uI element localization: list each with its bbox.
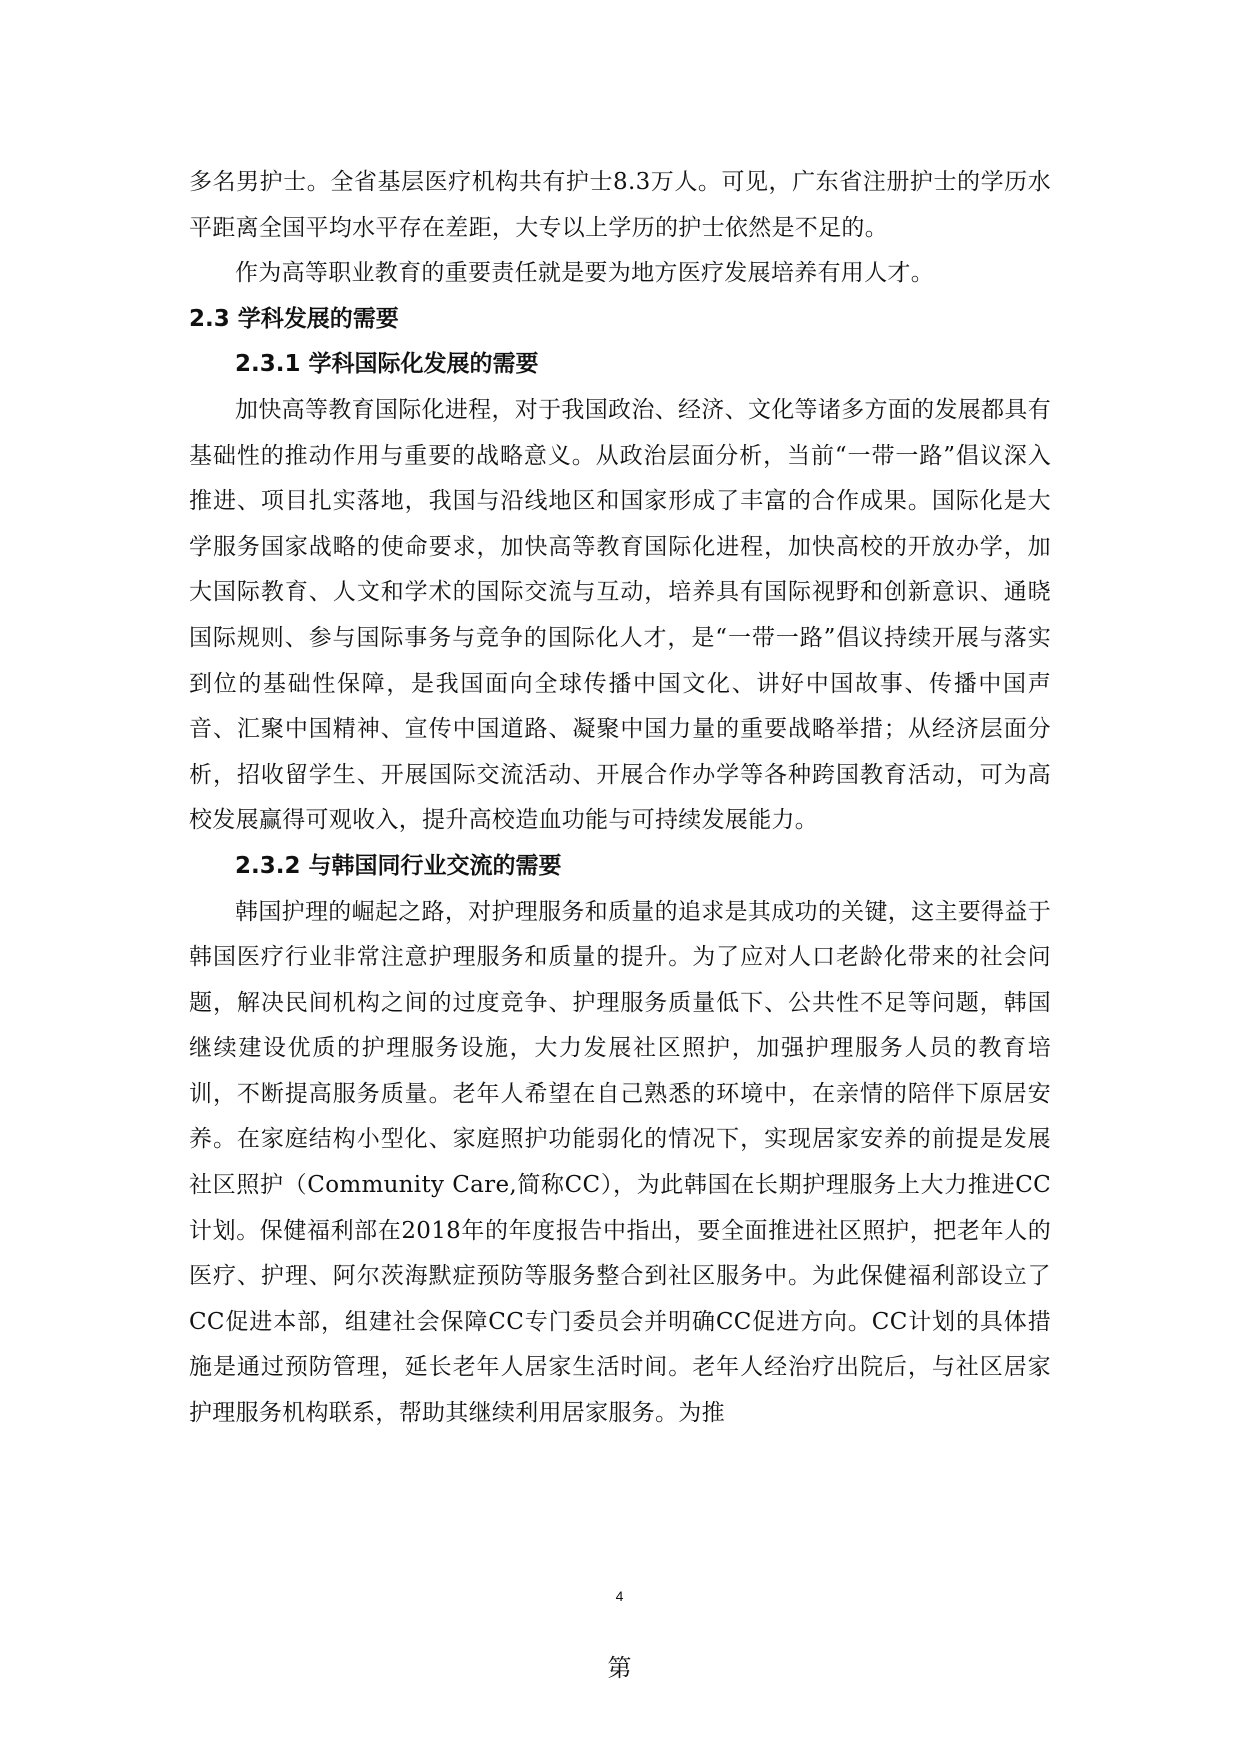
section-heading: 2.3 学科发展的需要 (189, 305, 399, 332)
subsection-heading: 2.3.1 学科国际化发展的需要 (235, 351, 539, 378)
document-body (189, 160, 1051, 1437)
paragraph: 加快高等教育国际化进程，对于我国政治、经济、文化等诸多方面的发展都具有基础性的推动作用与重要的战略意义。从政治层面分析，当前“一带一路”倡议深入推进、项目扎实落地，我国与沿线地区和国家形成了丰富的合作成果。国际化是大学服务国家战略的使命要求，加快高等教育国际化进程，加快高校的开放办学，加大国际教育、人文和学术的国际交流与互动，培养具有国际视野和创新意识、通晓国际规则、参与国际事务与竞争的国际化人才，是“一带一路”倡议持续开展与落实到位的基础性保障，是我国面向全球传播中国文化、讲好中国故事、传播中国声音、汇聚中国精神、宣传中国道路、凝聚中国力量的重要战略举措；从经济层面分析，招收留学生、开展国际交流活动、开展合作办学等各种跨国教育活动，可为高校发展赢得可观收入，提升高校造血功能与可持续发展能力。 (189, 396, 1051, 834)
paragraph: 多名男护士。全省基层医疗机构共有护士8.3万人。可见，广东省注册护士的学历水平距离全国平均水平存在差距，大专以上学历的护士依然是不足的。 (189, 169, 1051, 241)
page-number: 4 (615, 1588, 624, 1604)
paragraph: 作为高等职业教育的重要责任就是要为地方医疗发展培养有用人才。 (235, 260, 934, 287)
subsection-heading: 2.3.2 与韩国同行业交流的需要 (235, 852, 562, 879)
paragraph: 韩国护理的崛起之路，对护理服务和质量的追求是其成功的关键，这主要得益于韩国医疗行业非常注意护理服务和质量的提升。为了应对人口老龄化带来的社会问题，解决民间机构之间的过度竞争、护理服务质量低下、公共性不足等问题，韩国继续建设优质的护理服务设施，大力发展社区照护，加强护理服务人员的教育培训，不断提高服务质量。老年人希望在自己熟悉的环境中，在亲情的陪伴下原居安养。在家庭结构小型化、家庭照护功能弱化的情况下，实现居家安养的前提是发展社区照护（Community Care,简称CC），为此韩国在长期护理服务上大力推进CC计划。保健福利部在2018年的年度报告中指出，要全面推进社区照护，把老年人的医疗、护理、阿尔茨海默症预防等服务整合到社区服务中。为此保健福利部设立了CC促进本部，组建社会保障CC专门委员会并明确CC促进方向。CC计划的具体措施是通过预防管理，延长老年人居家生活时间。老年人经治疗出院后，与社区居家护理服务机构联系，帮助其继续利用居家服务。为推 (189, 898, 1051, 1427)
footer-text: 第 (607, 1654, 632, 1682)
